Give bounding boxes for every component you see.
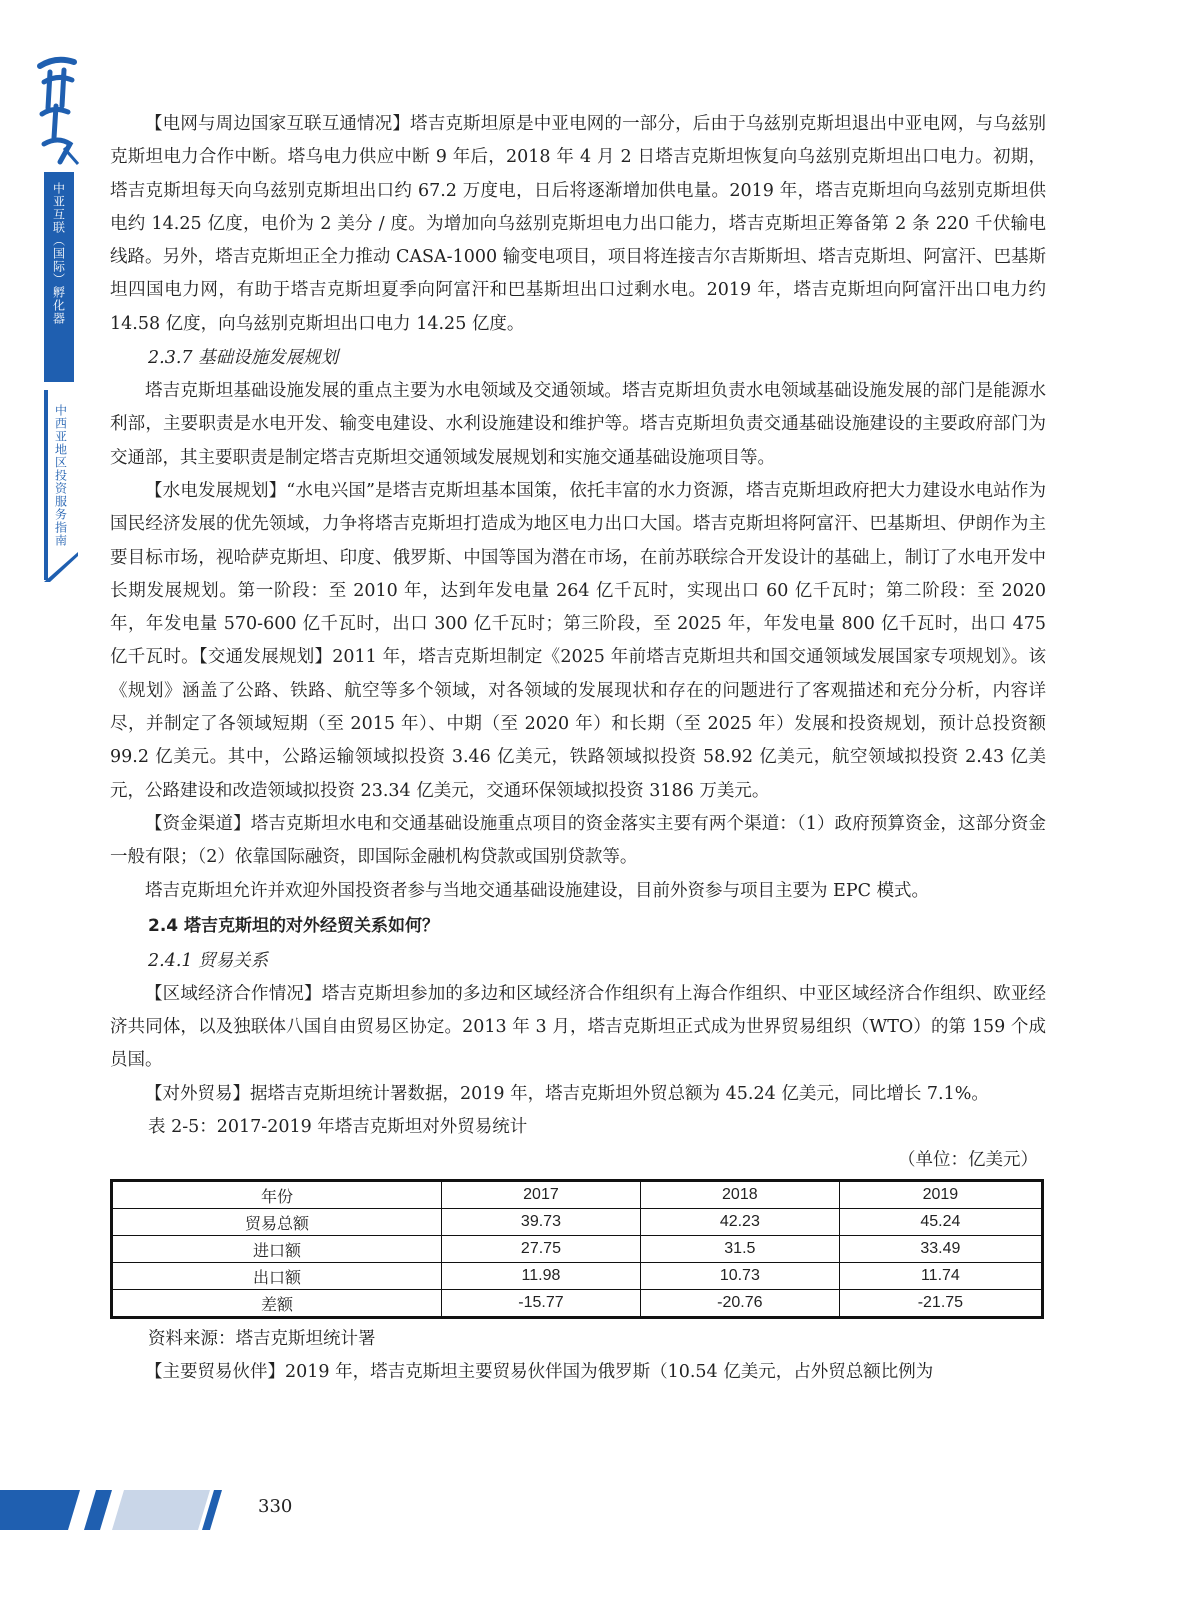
table-header-cell: 2019 [839, 1181, 1042, 1209]
table-row-label: 进口额 [112, 1236, 442, 1263]
paragraph-regional-cooperation: 【区域经济合作情况】塔吉克斯坦参加的多边和区域经济合作组织有上海合作组织、中亚区域经济合作组织、欧亚经济共同体，以及独联体八国自由贸易区协定。2013 年 3 月，塔吉克斯坦正式成为世界贸易组织（WTO）的第 159 个成员国。 [110, 983, 1046, 1071]
paragraph-grid-interconnection: 【电网与周边国家互联互通情况】塔吉克斯坦原是中亚电网的一部分，后由于乌兹别克斯坦退出中亚电网，与乌兹别克斯坦电力合作中断。塔乌电力供应中断 9 年后，2018 年 4 月 2 日塔吉克斯坦恢复向乌兹别克斯坦出口电力。初期，塔吉克斯坦每天向乌兹别克斯坦出口约 67.2 万度电，日后将逐渐增加供电量。2019 年，塔吉克斯坦向乌兹别克斯坦供电约 14.25 亿度，电价为 2 美分 / 度。为增加向乌兹别克斯坦电力出口能力，塔吉克斯坦正筹备第 2 条 220 千伏输电线路。另外，塔吉克斯坦正全力推动 CASA-1000 输变电项目，项目将连接吉尔吉斯斯坦、塔吉克斯坦、阿富汗、巴基斯坦四国电力网，有助于塔吉克斯坦夏季向阿富汗和巴基斯坦出口过剩水电。2019 年，塔吉克斯坦向阿富汗出口电力约 14.58 亿度，向乌兹别克斯坦出口电力 14.25 亿度。 [110, 114, 1046, 334]
table-header-cell: 2018 [640, 1181, 839, 1209]
section-heading-2-4-1: 2.4.1 贸易关系 [148, 950, 269, 971]
table-row-label: 差额 [112, 1290, 442, 1318]
table-unit: （单位：亿美元） [898, 1150, 1038, 1171]
table-cell: 27.75 [442, 1236, 641, 1263]
table-row [112, 1263, 1043, 1290]
table-row-label: 出口额 [112, 1263, 442, 1290]
trade-statistics-table [110, 1179, 1044, 1319]
page-content [110, 108, 1046, 1389]
table-header-row [112, 1181, 1043, 1209]
belt-road-logo-icon [34, 48, 80, 168]
paragraph-hydro-transport-plan: 【水电发展规划】“水电兴国”是塔吉克斯坦基本国策，依托丰富的水力资源，塔吉克斯坦政府把大力建设水电站作为国民经济发展的优先领域，力争将塔吉克斯坦打造成为地区电力出口大国。塔吉克斯坦将阿富汗、巴基斯坦、伊朗作为主要目标市场，视哈萨克斯坦、印度、俄罗斯、中国等国为潜在市场，在前苏联综合开发设计的基础上，制订了水电开发中长期发展规划。第一阶段：至 2010 年，达到年发电量 264 亿千瓦时，实现出口 60 亿千瓦时；第二阶段：至 2020 年，年发电量 570-600 亿千瓦时，出口 300 亿千瓦时；第三阶段，至 2025 年，年发电量 800 亿千瓦时，出口 475 亿千瓦时。【交通发展规划】2011 年，塔吉克斯坦制定《2025 年前塔吉克斯坦共和国交通领域发展国家专项规划》。该《规划》涵盖了公路、铁路、航空等多个领域，对各领域的发展现状和存在的问题进行了客观描述和充分分析，内容详尽，并制定了各领域短期（至 2015 年）、中期（至 2020 年）和长期（至 2025 年）发展和投资规划，预计总投资额 99.2 亿美元。其中，公路运输领域拟投资 3.46 亿美元，铁路领域拟投资 58.92 亿美元，航空领域拟投资 2.43 亿美元，公路建设和改造领域拟投资 23.34 亿美元，交通环保领域拟投资 3186 万美元。 [110, 480, 1046, 801]
table-row [112, 1236, 1043, 1263]
table-cell: 39.73 [442, 1209, 641, 1236]
paragraph-foreign-trade: 【对外贸易】据塔吉克斯坦统计署数据，2019 年，塔吉克斯坦外贸总额为 45.24 亿美元，同比增长 7.1%。 [145, 1083, 989, 1104]
table-cell: 45.24 [839, 1209, 1042, 1236]
section-heading-2-3-7: 2.3.7 基础设施发展规划 [148, 348, 339, 369]
table-cell: -21.75 [839, 1290, 1042, 1318]
footer-stripes-decoration [0, 1490, 230, 1530]
section-heading-2-4: 2.4 塔吉克斯坦的对外经贸关系如何？ [148, 915, 440, 936]
sidebar-tag-incubator-text: 中亚互联（国际）孵化器 [51, 182, 66, 325]
table-cell: 11.74 [839, 1263, 1042, 1290]
table-cell: 31.5 [640, 1236, 839, 1263]
paragraph-funding-channels: 【资金渠道】塔吉克斯坦水电和交通基础设施重点项目的资金落实主要有两个渠道：（1）政府预算资金，这部分资金一般有限；（2）依靠国际融资，即国际金融机构贷款或国别贷款等。 [110, 813, 1046, 868]
table-cell: 10.73 [640, 1263, 839, 1290]
table-row [112, 1209, 1043, 1236]
table-cell: -15.77 [442, 1290, 641, 1318]
table-row [112, 1290, 1043, 1318]
table-cell: 11.98 [442, 1263, 641, 1290]
table-header-cell: 2017 [442, 1181, 641, 1209]
sidebar-tag-incubator [44, 172, 74, 382]
table-row-label: 贸易总额 [112, 1209, 442, 1236]
page-number: 330 [258, 1496, 293, 1517]
table-cell: 42.23 [640, 1209, 839, 1236]
table-cell: -20.76 [640, 1290, 839, 1318]
sidebar-tag-guide-text: 中西亚地区投资服务指南 [53, 404, 68, 547]
table-caption: 表 2-5：2017-2019 年塔吉克斯坦对外贸易统计 [148, 1117, 528, 1138]
table-cell: 33.49 [839, 1236, 1042, 1263]
table-header-cell: 年份 [112, 1181, 442, 1209]
table-source-note: 资料来源：塔吉克斯坦统计署 [148, 1329, 376, 1350]
paragraph-trade-partners: 【主要贸易伙伴】2019 年，塔吉克斯坦主要贸易伙伴国为俄罗斯（10.54 亿美元，占外贸总额比例为 [145, 1362, 934, 1383]
sidebar-slash-decoration [44, 552, 78, 582]
paragraph-foreign-investment: 塔吉克斯坦允许并欢迎外国投资者参与当地交通基础设施建设，目前外资参与项目主要为 EPC 模式。 [145, 880, 930, 901]
paragraph-infrastructure-overview: 塔吉克斯坦基础设施发展的重点主要为水电领域及交通领域。塔吉克斯坦负责水电领域基础设施发展的部门是能源水利部，主要职责是水电开发、输变电建设、水利设施建设和维护等。塔吉克斯坦负责交通基础设施建设的主要政府部门为交通部，其主要职责是制定塔吉克斯坦交通领域发展规划和实施交通基础设施项目等。 [110, 381, 1046, 468]
